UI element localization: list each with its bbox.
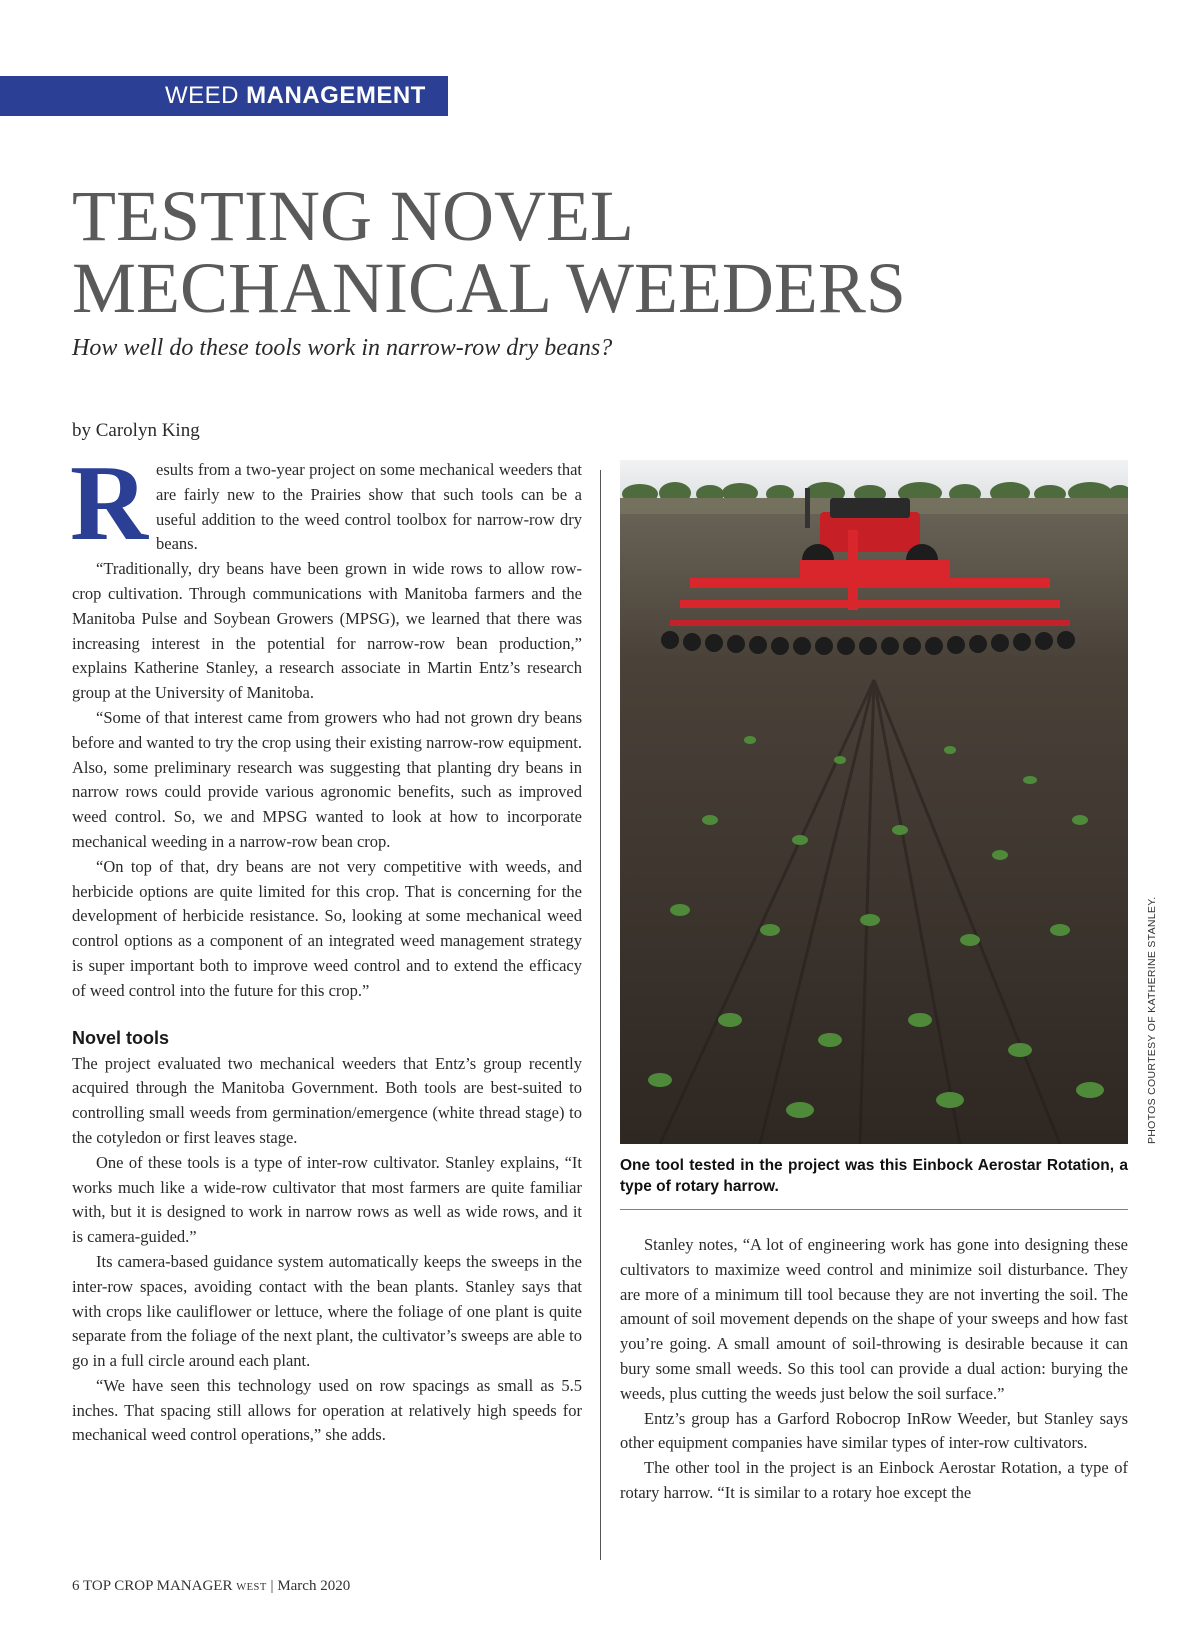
- body-text: esults from a two-year project on some mechanical weeders that are fairly new to the Prairies show that such tools can be a useful addition to the weed control toolbox for narrow-row dry beans.: [156, 460, 582, 554]
- footer-separator: |: [270, 1578, 274, 1594]
- body-paragraph: [70, 444, 582, 563]
- page-number: 6: [72, 1578, 80, 1594]
- body-paragraph: The other tool in the project is an Einbock Aerostar Rotation, a type of rotary harrow. “It is similar to a rotary hoe except the: [620, 1458, 1128, 1502]
- body-paragraph: Entz’s group has a Garford Robocrop InRow Weeder, but Stanley says other equipment companies have similar types of inter-row cultivators.: [620, 1408, 1128, 1453]
- body-paragraph: “Some of that interest came from growers who had not grown dry beans before and wanted to try the crop using their existing narrow-row equipment. Also, some preliminary research was suggesting that planting dry beans in narrow rows could provide various agronomic benefits, such as improved weed control. So, we and MPSG wanted to look at how to incorporate mechanical weeding in a narrow-row bean crop.: [72, 707, 582, 851]
- issue-date: March 2020: [277, 1578, 351, 1594]
- body-column-left: [70, 444, 582, 1448]
- photo-caption: One tool tested in the project was this Einbock Aerostar Rotation, a type of rotary harrow.: [620, 1157, 1128, 1195]
- body-paragraph: “Traditionally, dry beans have been grown in wide rows to allow row-crop cultivation. Through communications with Manitoba farmers and the Manitoba Pulse and Soybean Growers (MPSG), we learned that there was increasing interest in the potential for narrow-row bean production,” explains Katherine Stanley, a research associate in Martin Entz’s research group at the University of Manitoba.: [72, 559, 582, 703]
- body-paragraph: One of these tools is a type of inter-row cultivator. Stanley explains, “It works much like a wide-row cultivator that most farmers are quite familiar with, but it is designed to work in narrow rows as well as wide rows, and it is camera-guided.”: [72, 1152, 582, 1247]
- byline: by Carolyn King: [72, 420, 200, 441]
- headline-line-2: MECHANICAL WEEDERS: [72, 248, 906, 328]
- body-paragraph: Its camera-based guidance system automatically keeps the sweeps in the inter-row spaces, avoiding contact with the bean plants. Stanley says that with crops like cauliflower or lettuce, where the foliage of one plant is quite separate from the foliage of the next plant, the cultivator’s sweeps are able to go in a full circle around each plant.: [72, 1251, 582, 1371]
- drop-cap: R: [70, 444, 148, 563]
- body-paragraph: “On top of that, dry beans are not very competitive with weeds, and herbicide options are quite limited for this crop. That is concerning for the development of herbicide resistance. So, looking at some mechanical weed control options as a component of an integrated weed management strategy is super important both to improve weed control and to extend the efficacy of weed control into the future for this crop.”: [72, 856, 582, 1000]
- body-paragraph: “We have seen this technology used on row spacings as small as 5.5 inches. That spacing still allows for operation at relatively high speeds for mechanical weed control operations,” she adds.: [72, 1375, 582, 1445]
- photo-credit: PHOTOS COURTESY OF KATHERINE STANLEY.: [1146, 896, 1158, 1144]
- column-divider: [600, 470, 601, 1560]
- body-paragraph: The project evaluated two mechanical weeders that Entz’s group recently acquired through the Manitoba Government. Both tools are best-suited to controlling small weeds from germination/emergence (white thread stage) to the cotyledon or first leaves stage.: [72, 1053, 582, 1147]
- body-column-right: [620, 1233, 1128, 1506]
- page-footer: [72, 1578, 350, 1595]
- magazine-edition: WEST: [236, 1582, 267, 1593]
- section-label-bold: MANAGEMENT: [246, 82, 426, 109]
- tractor-rotary-harrow-photo: [620, 460, 1128, 1144]
- subheading: Novel tools: [72, 1027, 170, 1048]
- section-banner: [0, 76, 448, 116]
- body-paragraph: Stanley notes, “A lot of engineering work has gone into designing these cultivators to maximize weed control and minimize soil disturbance. They are more of a minimum till tool because they are not inverting the soil. The amount of soil movement depends on the shape of your sweeps and how fast you’re going. A small amount of soil-throwing is desirable because it can bury some small weeds. So this tool can provide a dual action: burying the weeds, plus cutting the weeds just below the soil surface.”: [620, 1235, 1128, 1403]
- article-deck: How well do these tools work in narrow-row dry beans?: [72, 335, 613, 361]
- magazine-name: TOP CROP MANAGER: [82, 1578, 233, 1594]
- caption-divider: [620, 1209, 1128, 1210]
- headline-line-1: TESTING NOVEL: [72, 176, 634, 256]
- section-label-light: WEED: [165, 82, 239, 109]
- article-headline: [72, 176, 906, 328]
